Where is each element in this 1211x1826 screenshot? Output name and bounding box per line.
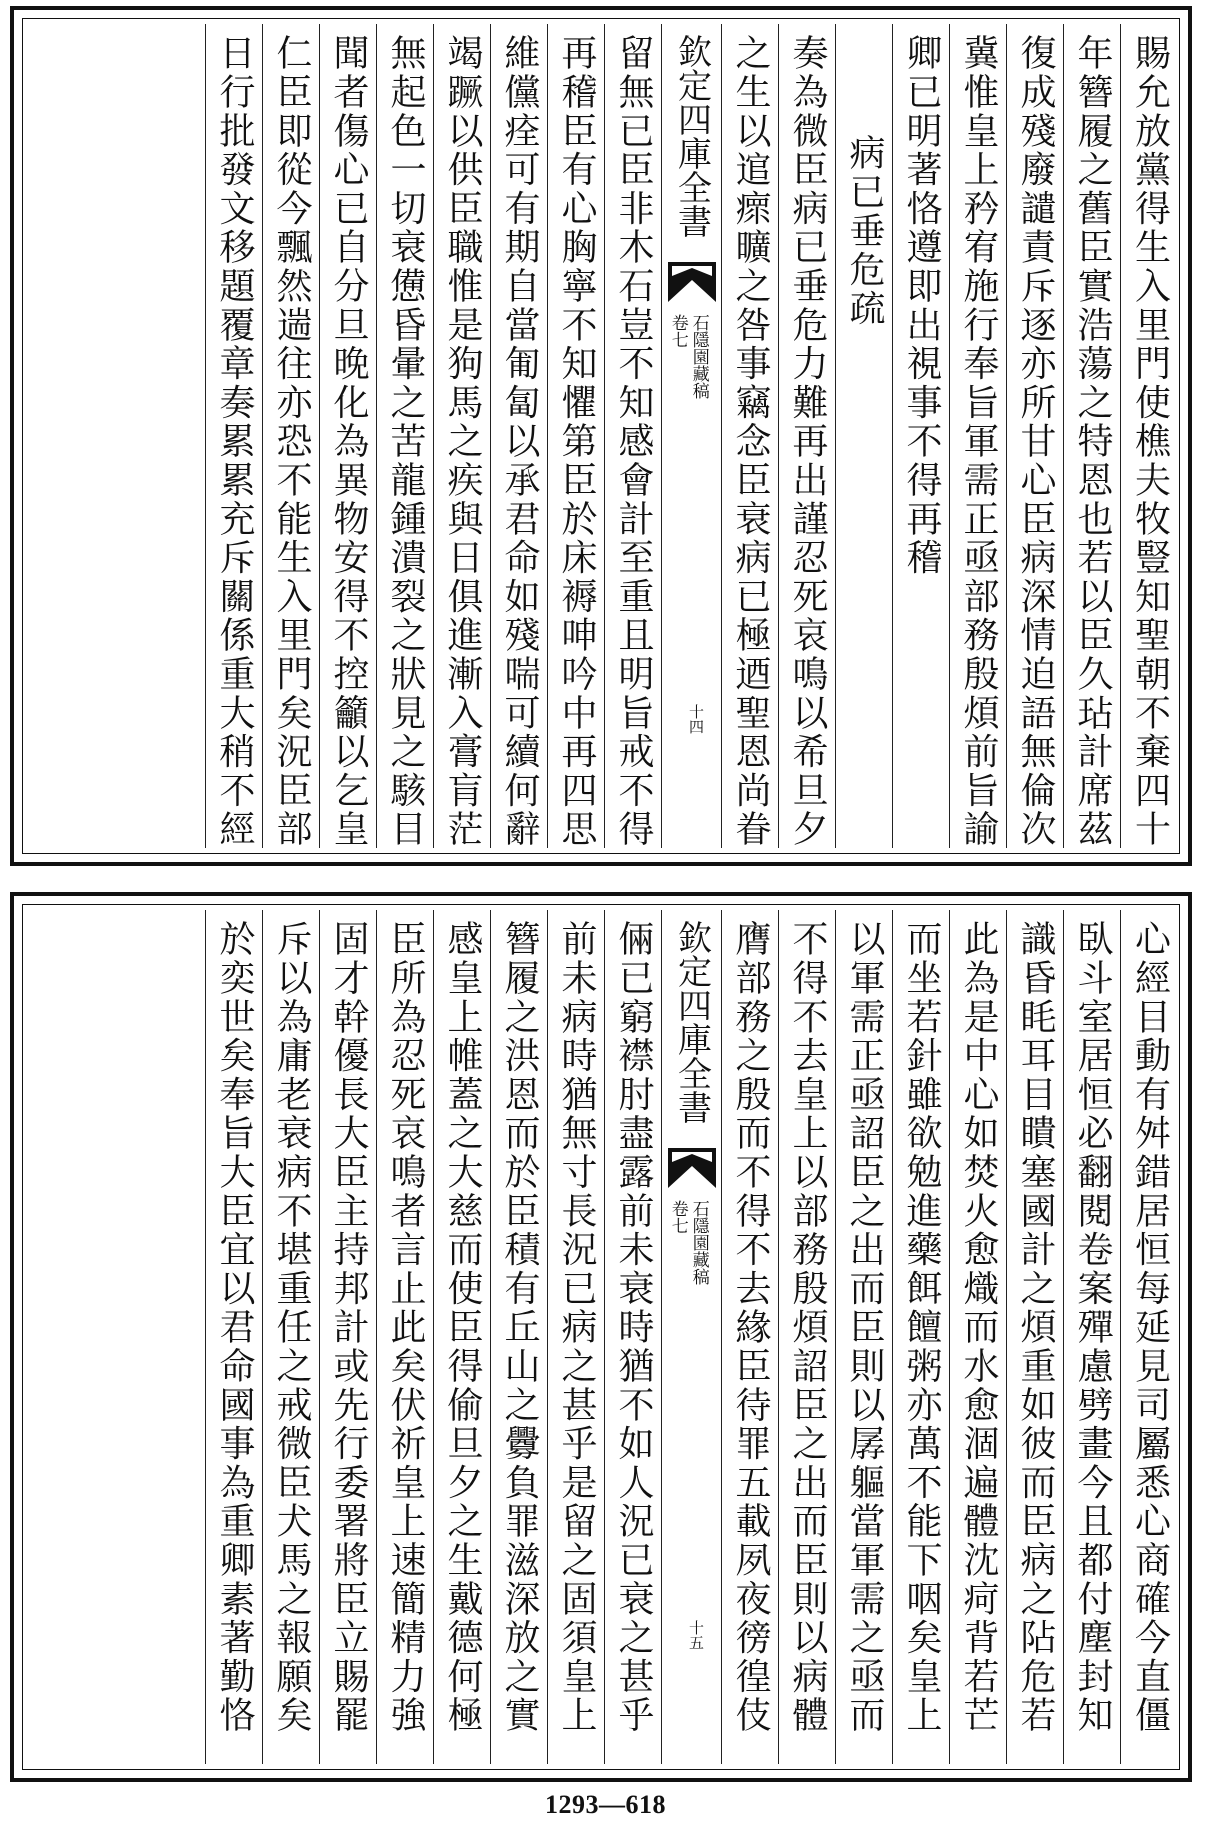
text-column-content: 心經目動有舛錯居恒每延見司屬悉心商確今直僵 [1129, 920, 1171, 1735]
empty-column [28, 910, 206, 1764]
text-column-content: 奏為微臣病已垂危力難再出謹忍死哀鳴以希旦夕 [787, 34, 828, 849]
banner-volume: 卷七 [667, 1200, 688, 1234]
text-column-content: 此為是中心如焚火愈熾而水愈涸遍體沈疴背若芒 [958, 920, 999, 1735]
text-column [1007, 910, 1064, 1764]
text-column [377, 24, 434, 848]
text-column [263, 24, 320, 848]
banner-book-name: 石隱園藏稿 [688, 314, 709, 399]
text-column [1121, 24, 1178, 848]
text-column-content: 賜允放黨得生入里門使樵夫牧豎知聖朝不棄四十 [1129, 34, 1171, 849]
text-column [893, 910, 950, 1764]
banner-title: 欽定四庫全書 [671, 34, 712, 238]
text-column [548, 910, 605, 1764]
text-column [950, 24, 1007, 848]
text-column-content: 而坐若針雖欲勉進藥餌饘粥亦萬不能下咽矣皇上 [901, 920, 942, 1735]
text-column [491, 910, 548, 1764]
text-column [1121, 910, 1178, 1764]
banner-column [662, 910, 722, 1764]
text-column-content: 不得不去皇上以部務殷煩詔臣之出而臣則以病體 [787, 920, 828, 1735]
text-column [836, 24, 893, 848]
text-column [263, 910, 320, 1764]
text-column-content: 斥以為庸老衰病不堪重任之戒微臣犬馬之報願矣 [271, 920, 312, 1735]
text-column-content: 仁臣即從今飄然遄往亦恐不能生入里門矣況臣部 [271, 34, 312, 849]
section-title: 病已垂危疏 [844, 134, 885, 328]
text-column [779, 24, 836, 848]
text-column [950, 910, 1007, 1764]
catalog-page-number: 1293—618 [545, 1790, 666, 1819]
fish-tail-icon [668, 262, 716, 302]
text-column [377, 910, 434, 1764]
text-column [1064, 910, 1121, 1764]
banner-title: 欽定四庫全書 [671, 920, 712, 1124]
top-page [10, 6, 1192, 866]
text-column-content: 感皇上帷蓋之大慈而使臣得偷旦夕之生戴德何極 [442, 920, 483, 1735]
text-column-content: 倆已窮襟肘盡露前未衰時猶不如人況已衰之甚乎 [613, 920, 654, 1735]
text-column [491, 24, 548, 848]
text-column-content: 卿已明著恪遵即出視事不得再稽 [901, 34, 942, 578]
text-column [206, 24, 263, 848]
text-column-content: 維儻痊可有期自當匍匐以承君命如殘喘可續何辭 [499, 34, 540, 849]
text-column-content: 前未病時猶無寸長況已病之甚乎是留之固須皇上 [556, 920, 597, 1735]
text-column-content: 之生以逭瘝曠之咎事竊念臣衰病已極迺聖恩尚眷 [730, 34, 771, 849]
banner-book-name: 石隱園藏稿 [688, 1200, 709, 1285]
text-column-content: 聞者傷心已自分旦晚化為異物安得不控籲以乞皇 [328, 34, 369, 849]
text-column-content: 臣所為忍死哀鳴者言止此矣伏祈皇上速簡精力強 [385, 920, 426, 1735]
text-column-content: 竭蹶以供臣職惟是狗馬之疾與日俱進漸入膏肓茫 [442, 34, 483, 849]
text-column [548, 24, 605, 848]
fish-tail-icon [668, 1148, 716, 1188]
text-column [206, 910, 263, 1764]
text-column-content: 無起色一切衰憊昏暈之苦龍鍾潰裂之狀見之駭目 [385, 34, 426, 849]
text-column [605, 910, 662, 1764]
text-column-content: 識昏眊耳目瞶塞國計之煩重如彼而臣病之阽危若 [1015, 920, 1056, 1735]
text-column-content: 再稽臣有心胸寧不知懼第臣於床褥呻吟中再四思 [556, 34, 597, 849]
text-column-content: 於奕世矣奉旨大臣宜以君命國事為重卿素著勤恪 [214, 920, 255, 1735]
banner-volume: 卷七 [667, 314, 688, 348]
text-column-content: 簪履之洪恩而於臣積有丘山之釁負罪滋深放之實 [499, 920, 540, 1735]
text-column-content: 留無已臣非木石豈不知感會計至重且明旨戒不得 [613, 34, 654, 849]
text-column-content: 年簪履之舊臣實浩蕩之特恩也若以臣久玷計席茲 [1072, 34, 1113, 849]
text-column-content: 以軍需正亟詔臣之出而臣則以孱軀當軍需之亟而 [844, 920, 885, 1735]
text-column [434, 910, 491, 1764]
bottom-page [10, 892, 1192, 1782]
text-column [1007, 24, 1064, 848]
text-column [605, 24, 662, 848]
page-number: 十五 [687, 1620, 705, 1650]
text-column [722, 24, 779, 848]
text-column [1064, 24, 1121, 848]
text-column-content: 冀惟皇上矜宥施行奉旨軍需正亟部務殷煩前旨諭 [958, 34, 999, 849]
text-column [722, 910, 779, 1764]
text-column [893, 24, 950, 848]
text-column [434, 24, 491, 848]
empty-column [28, 24, 206, 848]
page-number: 十四 [687, 704, 705, 734]
text-column [836, 910, 893, 1764]
text-column-content: 臥斗室居恒必翻閱卷案殫慮劈畫今且都付塵封知 [1072, 920, 1113, 1735]
banner-column [662, 24, 722, 848]
text-column [320, 910, 377, 1764]
text-column-content: 膺部務之殷而不得不去緣臣待罪五載夙夜徬徨伎 [730, 920, 771, 1735]
text-column-content: 固才幹優長大臣主持邦計或先行委署將臣立賜罷 [328, 920, 369, 1735]
text-column [320, 24, 377, 848]
text-column-content: 日行批發文移題覆章奏累累充斥關係重大稍不經 [214, 34, 255, 849]
text-column [779, 910, 836, 1764]
text-column-content: 復成殘廢譴責斥逐亦所甘心臣病深情迫語無倫次 [1015, 34, 1056, 849]
